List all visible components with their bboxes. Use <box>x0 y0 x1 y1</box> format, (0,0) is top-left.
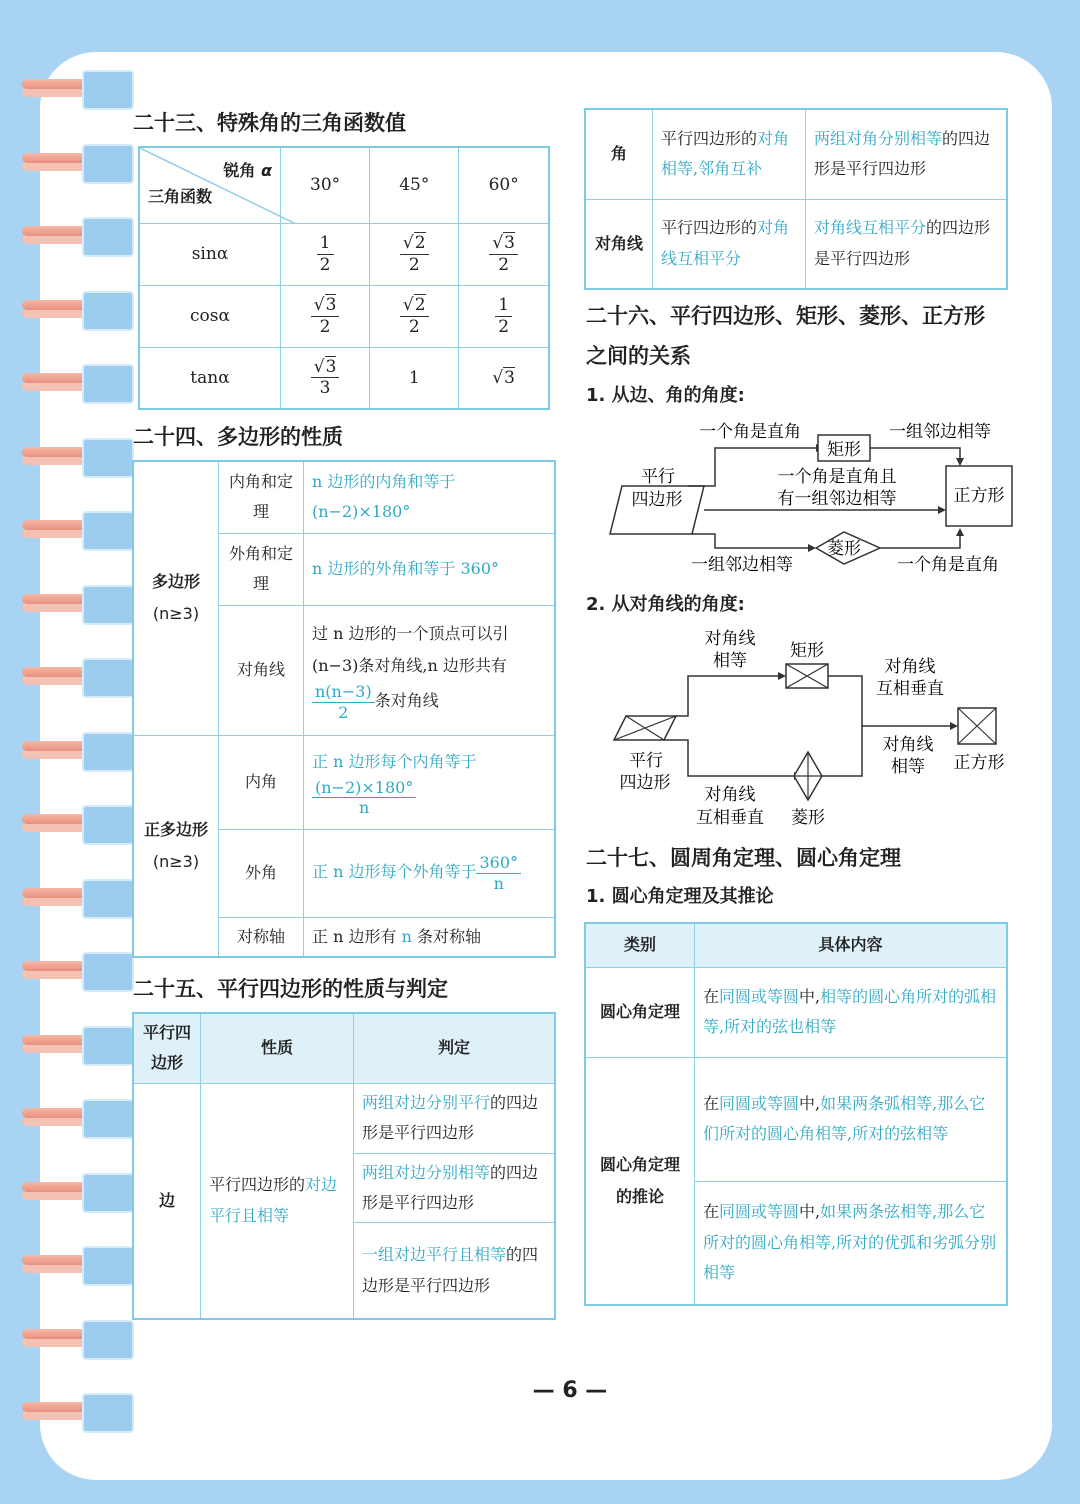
ring-hole <box>82 1099 134 1139</box>
d1-arrow-top-right <box>956 458 964 466</box>
trig-table <box>138 146 550 410</box>
polygon-table <box>132 460 556 958</box>
ring-hole <box>82 658 134 698</box>
section-23-title: 二十三、特殊角的三角函数值 <box>133 111 406 135</box>
d1-line-top-right <box>870 448 960 458</box>
ring-hole <box>82 952 134 992</box>
d2-bottom-right-label-2: 相等 <box>891 757 925 777</box>
d1-bottom-right-label: 一个角是直角 <box>897 555 999 575</box>
binding-ring <box>22 1103 114 1133</box>
binding-ring <box>22 883 114 913</box>
regular-polygon-label-cell <box>133 735 219 957</box>
polygon-cond: (n≥3) <box>152 604 200 624</box>
binding-ring <box>22 148 114 178</box>
angle-property: 平行四边形的对角相等,邻角互补 <box>653 109 806 199</box>
central-angle-table <box>584 922 1008 1306</box>
d1-square-label: 正方形 <box>953 486 1005 506</box>
central-angle-theorem-label: 圆心角定理 <box>585 967 695 1057</box>
angle-judgement: 两组对角分别相等的四边形是平行四边形 <box>806 109 1008 199</box>
regular-cond: (n≥3) <box>152 851 200 871</box>
d1-mid-label-1: 一个角是直角且 <box>777 467 897 487</box>
binding-ring <box>22 956 114 986</box>
corollary-text-1: 在同圆或等圆中,如果两条弧相等,那么它们所对的圆心角相等,所对的弦相等 <box>695 1057 1008 1181</box>
binding-ring <box>22 809 114 839</box>
ring-hole <box>82 1320 134 1360</box>
row-tan: tanα <box>139 347 281 409</box>
corner-bottom: 三角函数 <box>148 187 213 207</box>
central-angle-theorem-text: 在同圆或等圆中,相等的圆心角所对的弧相等,所对的弦也相等 <box>695 967 1008 1057</box>
outer-sum-label: 外角和定理 <box>219 533 304 605</box>
d2-bottom-left-label-2: 互相垂直 <box>696 808 764 828</box>
binding-ring <box>22 295 114 325</box>
tan-45: 1 <box>370 347 459 409</box>
ring-hole <box>82 364 134 404</box>
row-sin: sinα <box>139 223 281 285</box>
d2-bottom-right-label-1: 对角线 <box>882 735 934 755</box>
sin-60: $\frac{√3}{2}$ <box>459 223 549 285</box>
symmetry-axis-text: 正 n 边形有 n 条对称轴 <box>304 917 556 957</box>
section-24-title: 二十四、多边形的性质 <box>133 425 343 449</box>
d1-mid-label-2: 有一组邻边相等 <box>777 489 897 509</box>
binding-ring <box>22 736 114 766</box>
d2-line-top-left <box>676 676 778 716</box>
ring-hole <box>82 438 134 478</box>
binding-ring <box>22 1324 114 1354</box>
regular-polygon-label: 正多边形 <box>143 819 208 839</box>
section-26-title-line2: 之间的关系 <box>586 344 691 368</box>
inner-sum-text: n 边形的内角和等于(n−2)×180° <box>304 461 556 533</box>
d2-arrow-top <box>778 672 786 680</box>
ring-hole <box>82 217 134 257</box>
ring-hole <box>82 732 134 772</box>
central-angle-corollary-label: 圆心角定理的推论 <box>585 1057 695 1305</box>
edge-property: 平行四边形的对边平行且相等 <box>201 1083 354 1319</box>
edge-judgement-2: 两组对边分别相等的四边形是平行四边形 <box>354 1153 556 1223</box>
d1-bottom-left-label: 一组邻边相等 <box>691 555 793 575</box>
d1-pgram-label-2: 四边形 <box>631 490 683 510</box>
section-26-sub1: 1. 从边、角的角度: <box>586 385 745 406</box>
section-27-sub1: 1. 圆心角定理及其推论 <box>586 886 774 907</box>
ring-hole <box>82 70 134 110</box>
binding-ring <box>22 1177 114 1207</box>
angle-label: 角 <box>585 109 653 199</box>
ring-hole <box>82 511 134 551</box>
angle-30: 30° <box>281 147 370 223</box>
d2-bottom-left-label-1: 对角线 <box>704 785 756 805</box>
corner-top <box>223 156 272 186</box>
binding-ring <box>22 74 114 104</box>
section-26-sub2: 2. 从对角线的角度: <box>586 594 745 615</box>
parallelogram-table-continued <box>584 108 1008 290</box>
d2-arrow-top-right <box>950 722 958 730</box>
d1-pgram-label-1: 平行 <box>641 467 675 487</box>
d2-pgram-label-1: 平行 <box>629 751 663 771</box>
diagonal-judgement: 对角线互相平分的四边形是平行四边形 <box>806 199 1008 289</box>
header-content: 具体内容 <box>695 923 1008 967</box>
d1-top-left-label: 一个角是直角 <box>699 422 801 442</box>
ring-hole <box>82 1026 134 1066</box>
d1-arrow-middle <box>938 506 946 514</box>
angle-45: 45° <box>370 147 459 223</box>
polygon-label-cell <box>133 461 219 735</box>
relation-diagram-sides-angles <box>600 412 1020 582</box>
edge-judgement-1: 两组对边分别平行的四边形是平行四边形 <box>354 1083 556 1153</box>
binding-ring <box>22 442 114 472</box>
angle-60: 60° <box>459 147 549 223</box>
ring-hole <box>82 144 134 184</box>
tan-60: √3 <box>459 347 549 409</box>
d1-arrow-bottom-right <box>956 528 964 536</box>
binding-ring <box>22 1030 114 1060</box>
d1-rectangle-label: 矩形 <box>827 440 861 460</box>
trig-corner-cell <box>139 147 281 223</box>
inner-angle-text: 正 n 边形每个内角等于 $\frac{(n-2)\times 180^\circ}{n}$ <box>304 735 556 829</box>
outer-angle-text: 正 n 边形每个外角等于 $\frac{360^\circ}{n}$ <box>304 829 556 917</box>
ring-hole <box>82 805 134 845</box>
d2-square-label: 正方形 <box>953 753 1005 773</box>
d2-line-bottom-right <box>822 726 862 776</box>
d2-rectangle-label: 矩形 <box>790 641 824 661</box>
binding-ring <box>22 1250 114 1280</box>
d2-line-bottom-left <box>664 740 794 776</box>
ring-hole <box>82 291 134 331</box>
polygon-label: 多边形 <box>151 572 200 592</box>
binding-ring <box>22 589 114 619</box>
edge-label: 边 <box>133 1083 201 1319</box>
edge-judgement-3: 一组对边平行且相等的四边形是平行四边形 <box>354 1223 556 1319</box>
d2-top-left-label-1: 对角线 <box>704 629 756 649</box>
binding-ring <box>22 368 114 398</box>
d1-top-right-label: 一组邻边相等 <box>889 422 991 442</box>
header-property: 性质 <box>201 1013 354 1083</box>
corner-alpha: α <box>261 161 272 180</box>
ring-hole <box>82 1173 134 1213</box>
binding-ring <box>22 221 114 251</box>
d2-top-left-label-2: 相等 <box>713 651 747 671</box>
d1-line-bottom-left <box>692 534 808 548</box>
inner-sum-label: 内角和定理 <box>219 461 304 533</box>
diagonal-text: 过 n 边形的一个顶点可以引(n−3)条对角线,n 边形共有 $\frac{n(n-3)}{2}$ 条对角线 <box>304 605 556 735</box>
ring-hole <box>82 585 134 625</box>
header-judgement: 判定 <box>354 1013 556 1083</box>
ring-hole <box>82 879 134 919</box>
d2-pgram-label-2: 四边形 <box>619 773 671 793</box>
cos-45: $\frac{√2}{2}$ <box>370 285 459 347</box>
cos-30: $\frac{√3}{2}$ <box>281 285 370 347</box>
outer-sum-text: n 边形的外角和等于 360° <box>304 533 556 605</box>
d1-rhombus-label: 菱形 <box>827 539 861 559</box>
tan-30: $\frac{√3}{3}$ <box>281 347 370 409</box>
ring-hole <box>82 1393 134 1433</box>
d2-pgram-diagonal-2 <box>614 716 676 740</box>
sin-45: $\frac{√2}{2}$ <box>370 223 459 285</box>
binding-ring <box>22 515 114 545</box>
inner-angle-label: 内角 <box>219 735 304 829</box>
diagonal-row-label: 对角线 <box>585 199 653 289</box>
d2-rhombus-label: 菱形 <box>791 808 825 828</box>
d1-line-bottom-right <box>880 536 960 548</box>
cos-60: $\frac{1}{2}$ <box>459 285 549 347</box>
corollary-text-2: 在同圆或等圆中,如果两条弦相等,那么它所对的圆心角相等,所对的优弧和劣弧分别相等 <box>695 1181 1008 1305</box>
ring-hole <box>82 1246 134 1286</box>
corner-top-text: 锐角 <box>223 161 256 180</box>
row-cos: cosα <box>139 285 281 347</box>
section-27-title: 二十七、圆周角定理、圆心角定理 <box>586 846 901 870</box>
sin-30: $\frac{1}{2}$ <box>281 223 370 285</box>
diagonal-property: 平行四边形的对角线互相平分 <box>653 199 806 289</box>
symmetry-axis-label: 对称轴 <box>219 917 304 957</box>
header-shape: 平行四边形 <box>133 1013 201 1083</box>
d2-top-right-label-1: 对角线 <box>884 657 936 677</box>
d2-top-right-label-2: 互相垂直 <box>876 679 944 699</box>
diagonal-label: 对角线 <box>219 605 304 735</box>
page-number: — 6 — <box>532 1378 608 1403</box>
relation-diagram-diagonals <box>600 620 1020 832</box>
section-25-title: 二十五、平行四边形的性质与判定 <box>133 977 448 1001</box>
binding-ring <box>22 1397 114 1427</box>
header-kind: 类别 <box>585 923 695 967</box>
binding-ring <box>22 662 114 692</box>
parallelogram-table <box>132 1012 556 1320</box>
outer-angle-label: 外角 <box>219 829 304 917</box>
section-26-title-line1: 二十六、平行四边形、矩形、菱形、正方形 <box>586 304 985 328</box>
